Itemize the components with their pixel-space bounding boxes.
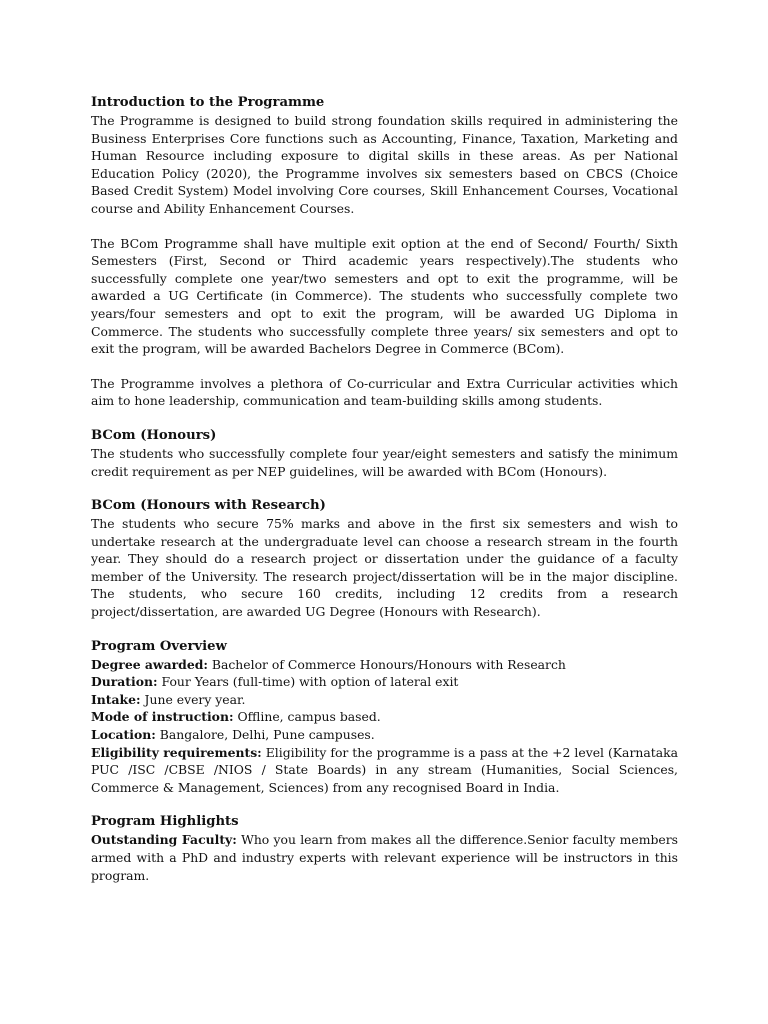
overview-value: Eligibility for the programme is a pass at the +2 level (Karnataka PUC /ISC /CBSE /NIOS / State Boards) in any stream (Humanities, Social Sciences, Commerce & Management, Sciences) from any recognised Board in India. bbox=[91, 744, 678, 795]
spacer bbox=[91, 218, 678, 235]
overview-value: Bangalore, Delhi, Pune campuses. bbox=[155, 727, 375, 743]
spacer bbox=[91, 410, 678, 427]
intro-heading: Introduction to the Programme bbox=[91, 95, 325, 110]
research-paragraph: The students who secure 75% marks and above in the first six semesters and wish to undertake research at the undergraduate level can choose a research stream in the fourth year. They should do a research project or dissertation under the guidance of a faculty member of the University. The research project/dissertation will be in the major discipline. The students, who secure 160 credits, including 12 credits from a research project/dissertation, are awarded UG Degree (Honours with Research). bbox=[91, 516, 678, 620]
highlights-faculty bbox=[91, 831, 678, 884]
overview-label: Duration: bbox=[91, 674, 158, 690]
highlights-heading: Program Highlights bbox=[91, 814, 239, 830]
overview-heading: Program Overview bbox=[91, 638, 227, 654]
spacer bbox=[91, 796, 678, 813]
honours-paragraph: The students who successfully complete four year/eight semesters and satisfy the minimum credit requirement as per NEP guidelines, will be awarded with BCom (Honours). bbox=[91, 445, 678, 479]
overview-label: Mode of instruction: bbox=[91, 709, 234, 725]
spacer bbox=[91, 621, 678, 638]
spacer bbox=[91, 480, 678, 497]
intro-paragraph-3: The Programme involves a plethora of Co-curricular and Extra Curricular activities which aim to hone leadership, communication and team-building skills among students. bbox=[91, 375, 678, 409]
overview-label: Eligibility requirements: bbox=[91, 744, 262, 760]
overview-item-eligibility bbox=[91, 744, 678, 797]
research-heading: BCom (Honours with Research) bbox=[91, 498, 326, 514]
intro-paragraph-2: The BCom Programme shall have multiple exit option at the end of Second/ Fourth/ Sixth Semesters (First, Second or Third academic years respectively).The students who successfully complete one year/two semesters and opt to exit the programme, will be awarded a UG Certificate (in Commerce). The students who successfully complete two years/four semesters and opt to exit the program, will be awarded UG Diploma in Commerce. The students who successfully complete three years/ six semesters and opt to exit the program, will be awarded Bachelors Degree in Commerce (BCom). bbox=[91, 235, 678, 357]
overview-value: Offline, campus based. bbox=[233, 709, 381, 725]
overview-item-location bbox=[91, 726, 678, 744]
faculty-text: Who you learn from makes all the difference.Senior faculty members armed with a PhD and industry experts with relevant experience will be instructors in this program. bbox=[91, 832, 678, 883]
overview-value: June every year. bbox=[140, 691, 246, 707]
overview-label: Location: bbox=[91, 727, 156, 743]
overview-item-mode bbox=[91, 708, 678, 726]
overview-label: Degree awarded: bbox=[91, 656, 208, 672]
overview-item-intake bbox=[91, 691, 678, 709]
faculty-label: Outstanding Faculty: bbox=[91, 832, 237, 848]
document-page bbox=[91, 94, 678, 884]
spacer bbox=[91, 358, 678, 375]
honours-heading: BCom (Honours) bbox=[91, 427, 217, 443]
overview-label: Intake: bbox=[91, 691, 141, 707]
overview-value: Four Years (full-time) with option of lateral exit bbox=[157, 674, 459, 690]
overview-item-degree bbox=[91, 656, 678, 674]
intro-paragraph-1: The Programme is designed to build strong foundation skills required in administering the Business Enterprises Core functions such as Accounting, Finance, Taxation, Marketing and Human Resource including exposure to digital skills in these areas. As per National Education Policy (2020), the Programme involves six semesters based on CBCS (Choice Based Credit System) Model involving Core courses, Skill Enhancement Courses, Vocational course and Ability Enhancement Courses. bbox=[91, 113, 678, 216]
overview-value: Bachelor of Commerce Honours/Honours with Research bbox=[207, 656, 566, 672]
overview-item-duration bbox=[91, 673, 678, 691]
